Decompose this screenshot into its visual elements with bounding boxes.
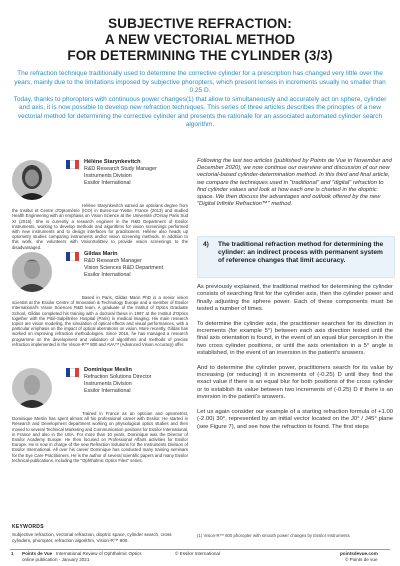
- section-4-body: [197, 284, 393, 431]
- article-lead-paragraph: Following the last two articles (published by Points de Vue in November and December 2020), we now continue our overview and discussion of our new vectorial-based cylinder-determination method. In this third and final article, we compare the techniques used in "traditional" and "digital" refraction to find cylinder values and look at how each one is charted in the dioptric space. We then discuss the advantages and outlook offered by the new "Digital Infinite Refraction™" method.: [197, 158, 392, 208]
- author-photo-meslin: [12, 368, 52, 408]
- website-link[interactable]: pointsdevue.com: [340, 551, 378, 556]
- body-paragraph: And to determine the cylinder power, practitioners search for its value by increasing (or reducing) it in increments of (-0.25) D until they find the exact value if there is an equal blur for both positions of the cross cylinder or to establish its value between two increments of (-0.25) D if there is an inversion in the patient's answers.: [197, 364, 393, 401]
- copyright: © Essilor International: [175, 551, 221, 556]
- publication-name: Points de Vue: [22, 551, 53, 556]
- article-title-line-3: FOR DETERMINING THE CYLINDER (3/3): [67, 48, 333, 63]
- article-title-line-1: SUBJECTIVE REFRACTION:: [108, 16, 292, 31]
- article-title-line-2: A NEW VECTORIAL METHOD: [104, 32, 296, 47]
- publication-date: online publication - January 2021: [22, 557, 90, 562]
- france-flag-icon: [66, 252, 79, 261]
- footer-divider: [10, 549, 390, 550]
- website-copyright: © Points de vue: [345, 557, 378, 562]
- page-number: 1: [11, 551, 14, 556]
- author-bio: Trained in France as an optician and optometrist, Dominique Meslin has spent almost all his professional career with Essilor. He started in Research and Development department working on physiological optics studies and then moved to several Technical Marketing and Communication positions for Essilor International, in France and also in the USA. For more than 10 years, Dominique was the Director of Essilor Academy Europe. He then focused on Professional Affairs activities for Essilor Europe. He is now in charge of the new Refraction Solutions for the Instruments Division of Essilor International. All over his career Dominique has conducted many training seminars for the Eye Care Practitioners. He is the author of several scientific papers and many Essilor technical publications, including the "Ophthalmic Optics Files" series.: [12, 411, 188, 463]
- author-role: R&D Research Study Manager: [84, 166, 157, 172]
- publication-subtitle: International Review of Ophthalmic Optics: [56, 551, 142, 556]
- keywords-text: Subjective refraction, vectorial refraction, dioptric space, cylinder search, cross cylinders, phoropter, refraction algorithm, Vision-R™ 800.: [12, 532, 172, 543]
- author-name: Hélène Starynkevitch: [84, 159, 141, 165]
- author-name: Dominique Meslin: [84, 367, 132, 373]
- france-flag-icon: [66, 160, 79, 169]
- body-paragraph: To determine the cylinder axis, the practitioner searches for its direction in increments (for example 5°) between each axis direction tested until the final axis orientation is found, in the event of an equal blur perception in the two cross cylinder positions, or until the axis orientation in a 5° angle is established, in the event of an inversion in the patient's answers.: [197, 320, 393, 357]
- section-number: 4): [203, 241, 209, 248]
- keywords-block: [12, 524, 188, 543]
- author-division: Instruments Division: [84, 381, 132, 387]
- author-photo-starynkevitch: [12, 160, 52, 200]
- intro-paragraph-2: Today, thanks to phoropters with continuous power changes(1) that allow to simultaneously and accurately act on sphere, cylinder and axis, it is now possible to develop new refraction techniques. This series of three articles describes the principles of a new vectorial method for determining the corrective cylinder and presents the rationale for an associated automated cylinder search algorithm.: [13, 95, 387, 128]
- author-role: Refraction Solutions Director: [84, 374, 152, 380]
- section-title: The traditional refraction method for determining the cylinder: an indirect process with permanent system of reference changes that limit accuracy.: [218, 241, 384, 265]
- author-division: Instruments Division: [84, 173, 132, 179]
- author-bio: Based in Paris, Gildas Marin PhD is a senior vision scientist at the Essilor Centre of Innovation & Technology Europe and a member of Essilor International's Vision Sciences R&D team. A graduate of the Institut of Optics Graduate School, Gildas completed his training with a doctoral thesis in 1997 at the Institut d'Optics together with the Pitié-Salpêtrière Hospital (Paris) in medical imaging. His main research topics are vision modeling, the simulation of optical effects and visual performances, with a particular emphasis on the impact of optical aberrations on vision. More recently, Gildas has worked on improving refraction methodologies. Since 2015, he has managed a research programme on the development and validation of algorithms and methods of precise refraction implemented in the Vision-R™ 800 and AVA™ (Advanced Vision Accuracy) offer.: [12, 295, 188, 347]
- body-paragraph: As previously explained, the traditional method for determining the cylinder consists of searching first for the cylinder axis, then the cylinder power and finally adjusting the sphere power. Each of these components must be tested a number of times.: [197, 284, 393, 313]
- author-role: R&D Research Manager: [84, 258, 142, 264]
- footnote: (1) Vision-R™ 800 phoropter with smooth power changes by Essilor Instruments: [197, 533, 350, 538]
- france-flag-icon: [66, 368, 79, 377]
- author-division: Vision Sciences R&D Department: [84, 265, 164, 271]
- author-company: Essilor International: [84, 180, 131, 186]
- author-company: Essilor International: [84, 272, 131, 278]
- body-paragraph: Let us again consider our example of a starting refraction formula of +1.00 (-2.00) 30°, represented by an initial vector located on the J0° / J45° plane (see Figure 7), and see how the refraction is found. The first steps: [197, 408, 393, 430]
- author-photo-marin: [12, 252, 52, 292]
- author-name: Gildas Marin: [84, 251, 118, 257]
- author-bio: Hélène Starynkevitch earned an opticians degree from the Institut et Centre d'Optométrie (ICO) in Bures-sur-Yvette, France (2013) and studied Health Engineering with an emphasis on Vision Science at the Université d'Orsay Paris Sud XI (2016). She is currently a research engineer in the R&D Department of Essilor Instruments, working to develop methods and algorithms for vision screenings performed with new instruments and to design interfaces for practitioners. Hélène also heads up optometry studies comparing instruments and/or vision screening methods. In addition to this work, she volunteers with VisionSoliDev to provide vision screenings to the disadvantaged.: [12, 203, 188, 250]
- section-4-heading-box: [197, 236, 395, 278]
- intro-paragraph-1: The refraction technique traditionally used to determine the corrective cylinder for a prescription has changed very little over the years, mainly due to the limitations imposed by subjective phoropters, which present lenses in increments usually no smaller than 0.25 D.: [14, 70, 386, 94]
- intro-block: [12, 70, 388, 130]
- author-company: Essilor International: [84, 388, 131, 394]
- keywords-title: KEYWORDS: [12, 524, 44, 530]
